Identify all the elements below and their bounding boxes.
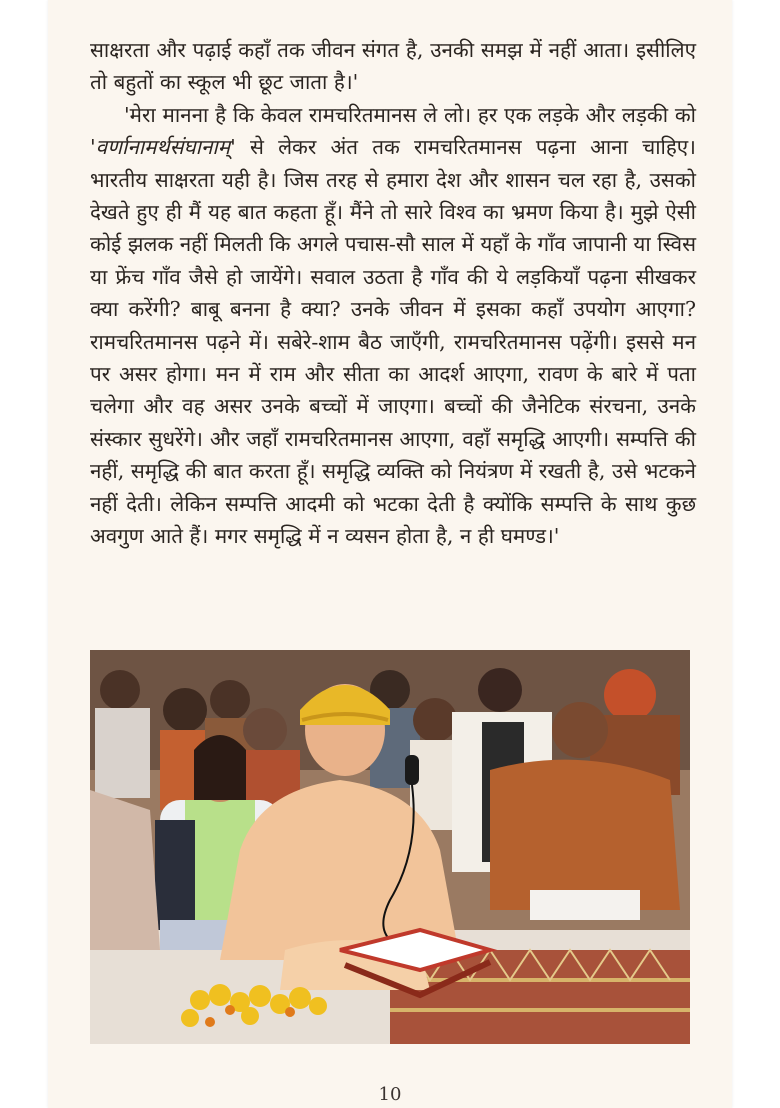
photograph <box>90 650 690 1044</box>
book-page <box>48 0 732 1108</box>
paragraph-2-part-2: से लेकर अंत तक रामचरितमानस पढ़ना आना चाहिए। भारतीय साक्षरता यही है। जिस तरह से हमारा देश और शासन चल रहा है, उसको देखते हुए ही मैं यह बात कहता हूँ। मैंने तो सारे विश्व का भ्रमण किया है। मुझे ऐसी कोई झलक नहीं मिलती कि अगले पचास-सौ साल में यहाँ के गाँव जापानी या स्विस या फ्रेंच गाँव जैसे हो जायेंगे। सवाल उठता है गाँव की ये लड़कियाँ पढ़ना सीखकर क्या करेंगी? बाबू बनना है क्या? उनके जीवन में इसका कहाँ उपयोग आएगा? रामचरितमानस पढ़ने में। सबेरे-शाम बैठ जाएँगी, रामचरितमानस पढ़ेंगी। इससे मन पर असर होगा। मन में राम और सीता का आदर्श आएगा, रावण के बारे में पता चलेगा और वह असर उनके बच्चों में जाएगा। बच्चों की जैनेटिक संरचना, उनके संस्कार सुधरेंगे। और जहाँ रामचरितमानस आएगा, वहाँ समृद्धि आएगी। सम्पत्ति की नहीं, समृद्धि की बात करता हूँ। समृद्धि व्यक्ति को नियंत्रण में रखती है, उसे भटकने नहीं देती। लेकिन सम्पत्ति आदमी को भटका देती है क्योंकि सम्पत्ति के साथ कुछ अवगुण आते हैं। मगर समृद्धि में न व्यसन होता है, न ही घमण्ड।' <box>90 135 696 549</box>
paragraph-2 <box>90 99 696 553</box>
paragraph-1: साक्षरता और पढ़ाई कहाँ तक जीवन संगत है, उनकी समझ में नहीं आता। इसीलिए तो बहुतों का स्कूल भी छूट जाता है।' <box>90 38 696 95</box>
photo-illustration <box>90 650 690 1044</box>
page-number: 10 <box>378 1084 402 1105</box>
body-text <box>90 34 696 553</box>
paragraph-2-part-1: 'मेरा मानना है कि केवल रामचरितमानस ले लो। हर एक लड़के और लड़की को <box>124 102 696 127</box>
paragraph-2-italic-phrase: 'वर्णानामर्थसंघानाम्' <box>90 135 236 160</box>
